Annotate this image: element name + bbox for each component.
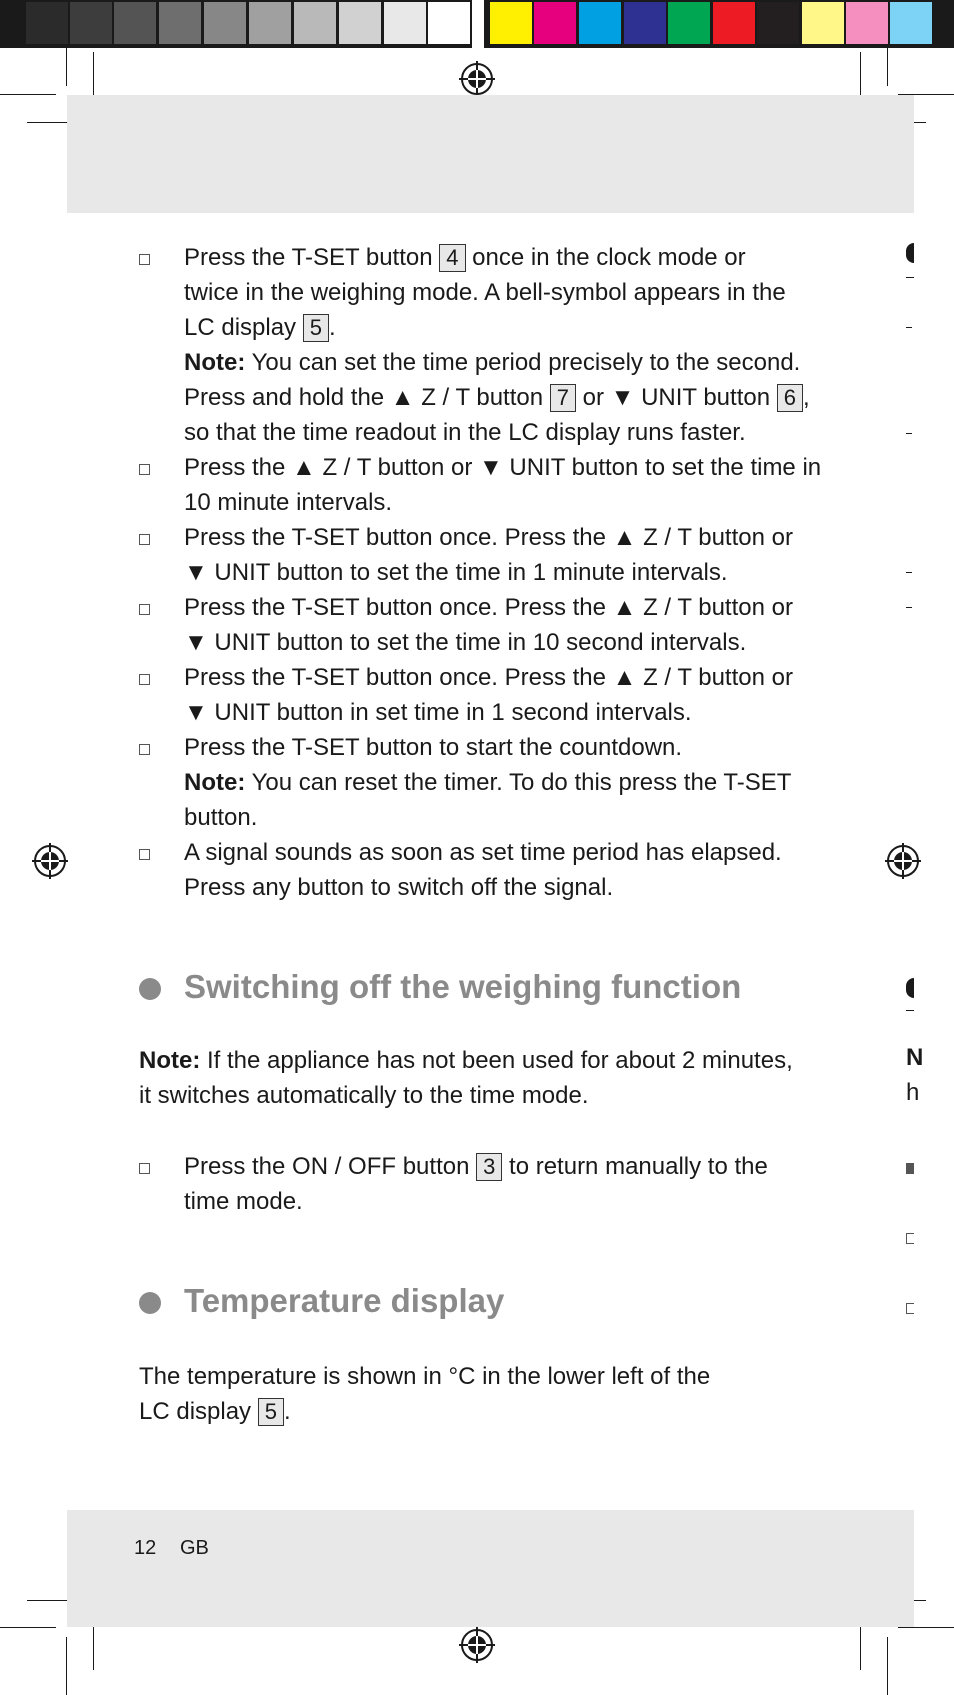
color-swatch: [114, 2, 156, 44]
step-text: once in the clock mode or: [465, 244, 746, 271]
step-text: time mode.: [184, 1188, 303, 1215]
section-heading-temperature: Temperature display: [184, 1282, 505, 1319]
crop-mark: [0, 1627, 56, 1628]
color-swatch: [534, 2, 576, 44]
step-text: LC display: [184, 314, 303, 341]
checkbox-bullet-icon: [139, 464, 150, 475]
step-text: twice in the weighing mode. A bell-symbol appears in the: [184, 279, 786, 306]
next-page-dash: [906, 433, 912, 434]
step-text: Press the T-SET button once. Press the ▲ Z / T button or: [184, 664, 793, 691]
reference-number: 5: [303, 314, 329, 342]
reference-number: 3: [476, 1153, 502, 1181]
step-text: Press the ON / OFF button: [184, 1153, 477, 1180]
checkbox-bullet-icon: [139, 1163, 150, 1174]
color-swatch: [159, 2, 201, 44]
reference-number: 4: [439, 244, 465, 272]
section-bullet-icon: [139, 978, 161, 1000]
step-text: ▼ UNIT button to set the time in 1 minute intervals.: [184, 559, 728, 586]
crop-mark: [66, 1637, 67, 1695]
crop-mark: [898, 1627, 954, 1628]
next-page-checkbox: [906, 1233, 914, 1244]
registration-mark-icon: [459, 1627, 495, 1663]
reference-number: 6: [777, 384, 803, 412]
next-page-dash: [906, 327, 912, 328]
crop-mark: [887, 1637, 888, 1695]
section-bullet-icon: [139, 1292, 161, 1314]
print-color-bar: [0, 0, 954, 48]
step-text: button.: [184, 804, 258, 831]
crop-mark: [93, 1620, 94, 1670]
body-text: .: [283, 1398, 291, 1425]
page-number: 12: [134, 1537, 157, 1559]
footer-band: [67, 1510, 914, 1627]
checkbox-bullet-icon: [139, 744, 150, 755]
reference-number: 7: [550, 384, 576, 412]
crop-mark: [887, 48, 888, 86]
step-text: ▼ UNIT button to set the time in 10 second intervals.: [184, 629, 747, 656]
body-text: The temperature is shown in °C in the lower left of the: [139, 1363, 711, 1390]
next-page-rule: [906, 1010, 914, 1011]
step-text: ,: [802, 384, 810, 411]
step-text: ▼ UNIT button in set time in 1 second intervals.: [184, 699, 692, 726]
color-swatch: [713, 2, 755, 44]
step-text: Press the ▲ Z / T button or ▼ UNIT button to set the time in: [184, 454, 822, 481]
note-label: Note:: [184, 769, 246, 796]
color-swatch: [846, 2, 888, 44]
note-text: it switches automatically to the time mode.: [139, 1082, 589, 1109]
next-page-rule: [906, 277, 914, 278]
registration-mark-icon: [459, 61, 495, 97]
color-swatch: [757, 2, 799, 44]
note-label: Note:: [184, 349, 246, 376]
instruction-step: [184, 730, 791, 835]
step-text: 10 minute intervals.: [184, 489, 393, 516]
next-page-heading-dot: [906, 978, 914, 998]
color-swatch: [579, 2, 621, 44]
step-text: so that the time readout in the LC display runs faster.: [184, 419, 746, 446]
step-text: to return manually to the: [502, 1153, 768, 1180]
color-swatch: [624, 2, 666, 44]
instruction-step: [184, 590, 793, 660]
color-swatch: [339, 2, 381, 44]
color-swatch: [70, 2, 112, 44]
color-swatch: [26, 2, 68, 44]
color-swatch: [428, 2, 470, 44]
color-swatch: [802, 2, 844, 44]
instruction-step: [184, 450, 821, 520]
next-page-dash: [906, 572, 912, 573]
body-text: LC display: [139, 1398, 258, 1425]
crop-mark: [860, 1620, 861, 1670]
color-swatch: [384, 2, 426, 44]
color-swatch: [490, 2, 532, 44]
color-swatch: [890, 2, 932, 44]
crop-mark: [0, 94, 56, 95]
step-text: Press any button to switch off the signal.: [184, 874, 614, 901]
instruction-step: [184, 660, 793, 730]
checkbox-bullet-icon: [139, 254, 150, 265]
next-page-dash: [906, 607, 912, 608]
crop-mark: [66, 48, 67, 86]
instruction-step: [184, 835, 782, 905]
next-page-fragment: N: [906, 1044, 924, 1071]
checkbox-bullet-icon: [139, 849, 150, 860]
weighing-step: [184, 1149, 768, 1219]
step-text: Press and hold the ▲ Z / T button: [184, 384, 550, 411]
instruction-step: [184, 240, 810, 450]
color-swatch: [2, 2, 22, 44]
next-page-square-bullet: [906, 1163, 914, 1174]
color-swatch: [204, 2, 246, 44]
next-page-checkbox: [906, 1303, 914, 1314]
section-heading-weighing: Switching off the weighing function: [184, 968, 742, 1005]
step-text: A signal sounds as soon as set time period has elapsed.: [184, 839, 782, 866]
step-text: You can set the time period precisely to the second.: [245, 349, 801, 376]
color-swatch: [294, 2, 336, 44]
step-text: Press the T-SET button once. Press the ▲ Z / T button or: [184, 594, 793, 621]
note-text: If the appliance has not been used for about 2 minutes,: [200, 1047, 793, 1074]
step-text: Press the T-SET button to start the countdown.: [184, 734, 683, 761]
next-page-heading-dot: [906, 243, 914, 263]
step-text: You can reset the timer. To do this press the T-SET: [245, 769, 792, 796]
step-text: or ▼ UNIT button: [576, 384, 777, 411]
step-text: .: [328, 314, 336, 341]
next-page-fragment: h: [906, 1079, 920, 1106]
instruction-step: [184, 520, 793, 590]
header-band: [67, 95, 914, 213]
registration-mark-icon: [32, 843, 68, 879]
color-swatch: [249, 2, 291, 44]
step-text: Press the T-SET button: [184, 244, 440, 271]
note-label: Note:: [139, 1047, 201, 1074]
temperature-text: [139, 1359, 710, 1429]
checkbox-bullet-icon: [139, 604, 150, 615]
step-text: Press the T-SET button once. Press the ▲ Z / T button or: [184, 524, 793, 551]
checkbox-bullet-icon: [139, 674, 150, 685]
reference-number: 5: [258, 1398, 284, 1426]
language-code: GB: [180, 1537, 209, 1559]
registration-mark-icon: [885, 843, 921, 879]
checkbox-bullet-icon: [139, 534, 150, 545]
color-swatch: [668, 2, 710, 44]
weighing-note: [139, 1043, 793, 1113]
